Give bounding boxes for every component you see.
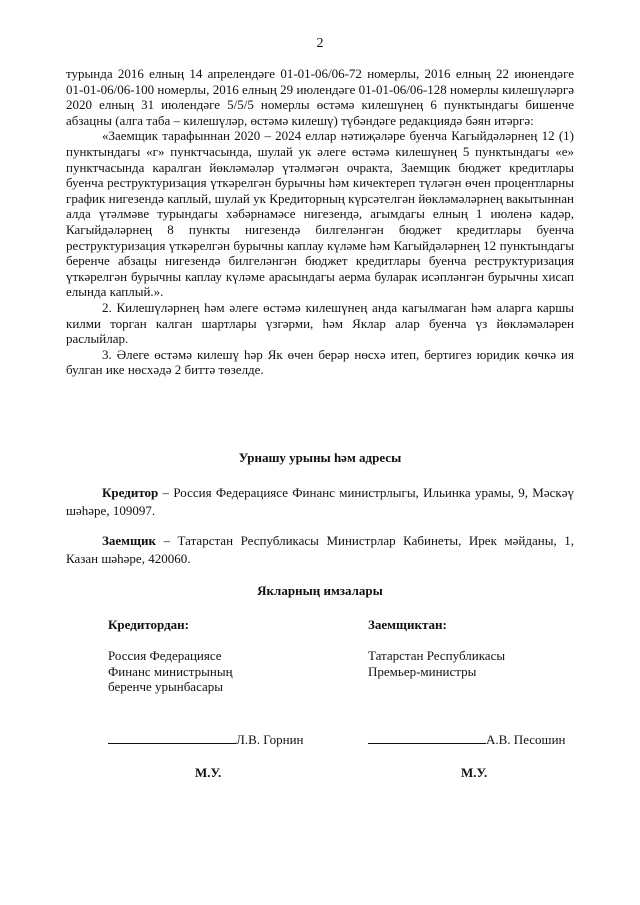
borrower-signature-line xyxy=(368,731,566,748)
signature-underline xyxy=(368,731,486,744)
creditor-seal-place: М.У. xyxy=(195,765,222,780)
paragraph-continuation: турында 2016 елның 14 апрелендәге 01-01-06/06-72 номерлы, 2016 елның 22 июнендәге 01-01-06/06-100 номерлы, 2016 елның 29 июлендәге 01-01-06/06-128 номерлы килешүләргә 2020 елның 31 июлендәге 5/5/5 номерлы өстәмә килешүнең 6 пунктындагы бишенче абзацны (алга таба – килешүләр, өстәмә килешү) түбәндәге редакциядә бәян итәргә: xyxy=(66,66,574,128)
borrower-address-text: – Татарстан Республикасы Министрлар Кабинеты, Ирек мәйданы, 1, Казан шәһәре, 420060. xyxy=(66,533,574,566)
borrower-address xyxy=(66,532,574,568)
creditor-label: Кредитор xyxy=(102,485,159,500)
page-number: 2 xyxy=(316,36,324,51)
creditor-signature-title: Кредитордан: xyxy=(108,617,189,632)
addresses-heading: Урнашу урыны һәм адресы xyxy=(238,450,402,465)
signatures-heading: Якларның имзалары xyxy=(257,583,383,598)
signature-underline xyxy=(108,731,236,744)
creditor-address xyxy=(66,484,574,520)
borrower-signatory-position: Татарстан Республикасы Премьер-министры xyxy=(368,648,506,679)
paragraph-clause-2: 2. Килешүләрнең һәм әлеге өстәмә килешүнең анда кагылмаган һәм аларга каршы килми торган калган шартлары үзгәрми, һәм Яклар алар буенча үз йөкләмәләрен раслыйлар. xyxy=(66,299,574,347)
creditor-signatory-position: Россия Федерациясе Финанс министрының беренче урынбасары xyxy=(108,648,233,695)
paragraph-clause-3: 3. Әлеге өстәмә килешү һәр Як өчен берәр нөсхә итеп, бертигез юридик көчкә ия булган ике нөсхәдә 2 биттә төзелде. xyxy=(66,346,574,378)
borrower-signature-title: Заемщиктан: xyxy=(368,617,447,632)
borrower-label: Заемщик xyxy=(102,533,156,548)
borrower-signatory-name: А.В. Песошин xyxy=(486,732,566,747)
document-body xyxy=(66,66,574,378)
borrower-seal-place: М.У. xyxy=(461,765,488,780)
paragraph-quoted-amendment: «Заемщик тарафыннан 2020 – 2024 еллар нәтиҗәләре буенча Кагыйдәләрнең 12 (1) пунктындагы «г» пунктчасында, шулай ук әлеге өстәмә килешүнең 5 пунктындагы «е» пунктчасында каралган йөкләмәләр үтәлмәгән очракта, Заемщик бюджет кредитлары буенча реструктуризация үткәрелгән бурычны һәм кичектереп түләгән өчен процентларны график нигезендә каплый, шулай ук Кредиторның күрсәтелгән йөкләмәләрнең вакытыннан алда үтәлмәве турындагы хәбәрнамәсе нигезендә, агымдагы елның 1 июленә кадәр, Кагыйдәләрнең 8 пункты нигезендә билгеләнгән бюджет кредитлары буенча реструктуризация үткәрелгән бурычны каплау күләме һәм Кагыйдәләрнең 12 пунктындагы беренче абзацы нигезендә билгеләнгән бюджет кредитлары буенча реструктуризация үткәрелгән бурычны каплау күләме арасындагы аерма буларак исәпләнгән бурычны хисап елында каплый.». xyxy=(66,128,574,300)
creditor-signatory-name: Л.В. Горнин xyxy=(236,732,304,747)
creditor-signature-line xyxy=(108,731,303,748)
creditor-address-text: – Россия Федерациясе Финанс министрлыгы, Ильинка урамы, 9, Мәскәү шәһәре, 109097. xyxy=(66,485,574,518)
